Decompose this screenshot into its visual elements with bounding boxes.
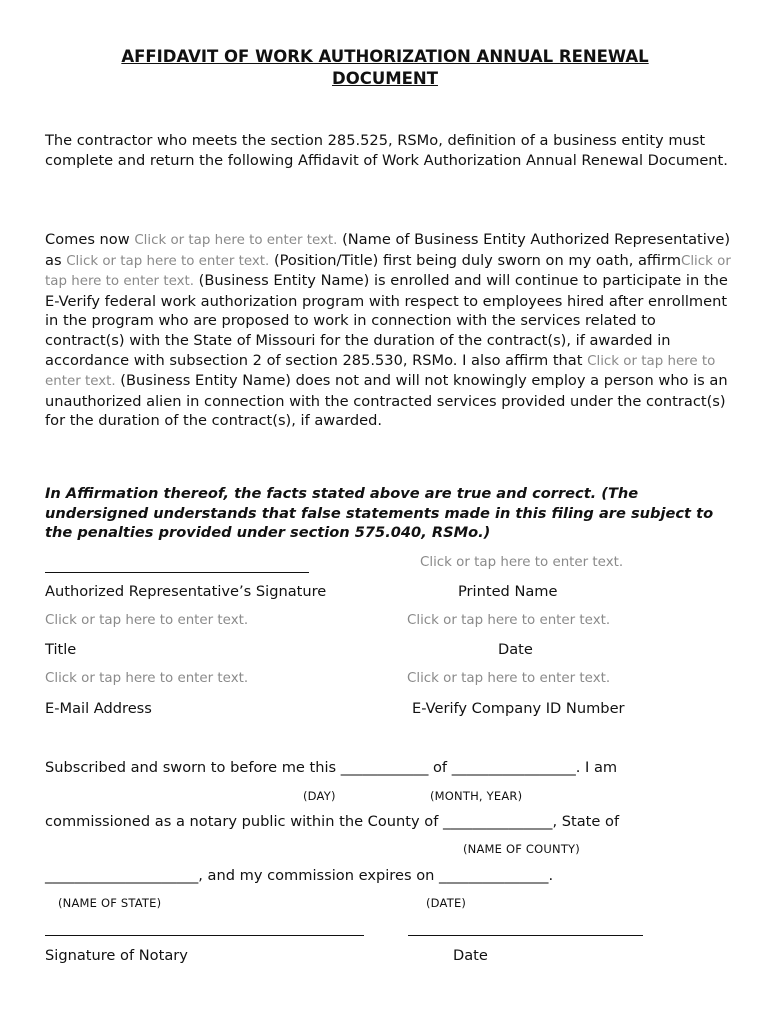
intro-paragraph: The contractor who meets the section 285.525, RSMo, definition of a business entity must complete and return the following Affidavit of Work Authorization Annual Renewal Document. <box>45 132 728 169</box>
notary-text: , State of <box>552 813 620 830</box>
body-text-2: (Name of Business Entity Authorized Representative) as <box>45 231 731 269</box>
email-field[interactable]: Click or tap here to enter text. <box>45 671 249 686</box>
notary-date-line[interactable] <box>408 935 643 936</box>
notary-line-3 <box>45 867 553 884</box>
title-label: Title <box>45 641 77 658</box>
notary-text: of <box>428 759 452 776</box>
affidavit-body <box>45 230 735 431</box>
date-label: Date <box>498 641 533 658</box>
title-line-2: DOCUMENT <box>332 69 438 88</box>
business-entity-name-field-2[interactable]: Click or tap here to enter text. <box>45 353 716 390</box>
county-blank[interactable]: _______________ <box>443 813 553 830</box>
notary-line-1 <box>45 759 617 776</box>
title-line-1: AFFIDAVIT OF WORK AUTHORIZATION ANNUAL RENEWAL <box>121 47 649 66</box>
month-year-blank[interactable]: _________________ <box>451 759 576 776</box>
day-blank[interactable]: ____________ <box>340 759 429 776</box>
everify-label: E-Verify Company ID Number <box>412 700 625 717</box>
notary-text: commissioned as a notary public within the County of <box>45 813 444 830</box>
expiry-blank[interactable]: _______________ <box>439 867 549 884</box>
notary-date-label: Date <box>453 947 488 964</box>
business-entity-name-field[interactable]: Click or tap here to enter text. <box>45 253 731 290</box>
printed-name-label: Printed Name <box>458 583 558 600</box>
state-caption: (NAME OF STATE) <box>58 896 162 910</box>
month-year-caption: (MONTH, YEAR) <box>430 789 523 803</box>
notary-text: . <box>548 867 554 884</box>
signature-line[interactable] <box>45 572 309 573</box>
day-caption: (DAY) <box>303 789 336 803</box>
notary-text: Subscribed and sworn to before me this <box>45 759 341 776</box>
title-field[interactable]: Click or tap here to enter text. <box>45 613 249 628</box>
representative-name-field[interactable]: Click or tap here to enter text. <box>134 233 338 248</box>
position-title-field[interactable]: Click or tap here to enter text. <box>66 253 270 269</box>
county-caption: (NAME OF COUNTY) <box>463 842 580 856</box>
affirmation-statement: In Affirmation thereof, the facts stated above are true and correct. (The undersigned understands that false statements made in this filing are subject to the penalties provided under section 575.040, RSMo.) <box>45 485 714 542</box>
email-label: E-Mail Address <box>45 700 152 717</box>
everify-id-field[interactable]: Click or tap here to enter text. <box>407 671 611 686</box>
notary-text: , and my commission expires on <box>198 867 440 884</box>
body-text-5: (Business Entity Name) does not and will not knowingly employ a person who is an unauthorized alien in connection with the contracted services provided under the contract(s) for the duration of the contract(s), if awarded. <box>45 372 728 430</box>
notary-signature-label: Signature of Notary <box>45 947 188 964</box>
notary-text: . I am <box>575 759 618 776</box>
body-text-4: (Business Entity Name) is enrolled and will continue to participate in the E-Verify federal work authorization program with respect to employees hired after enrollment in the program who are proposed to work in connection with the services related to contract(s) with the State of Missouri for the duration of the contract(s), if awarded in accordance with subsection 2 of section 285.530, RSMo. I also affirm that <box>45 272 728 369</box>
signature-label: Authorized Representative’s Signature <box>45 583 327 600</box>
state-blank[interactable]: _____________________ <box>45 867 199 884</box>
notary-signature-line[interactable] <box>45 935 364 936</box>
printed-name-field[interactable]: Click or tap here to enter text. <box>420 555 624 570</box>
date-field[interactable]: Click or tap here to enter text. <box>407 613 611 628</box>
body-text-3: (Position/Title) first being duly sworn on my oath, affirm <box>269 251 681 269</box>
notary-line-2 <box>45 813 619 830</box>
body-text-1: Comes now <box>45 231 135 248</box>
date-caption: (DATE) <box>426 896 467 910</box>
document-title <box>90 46 680 90</box>
